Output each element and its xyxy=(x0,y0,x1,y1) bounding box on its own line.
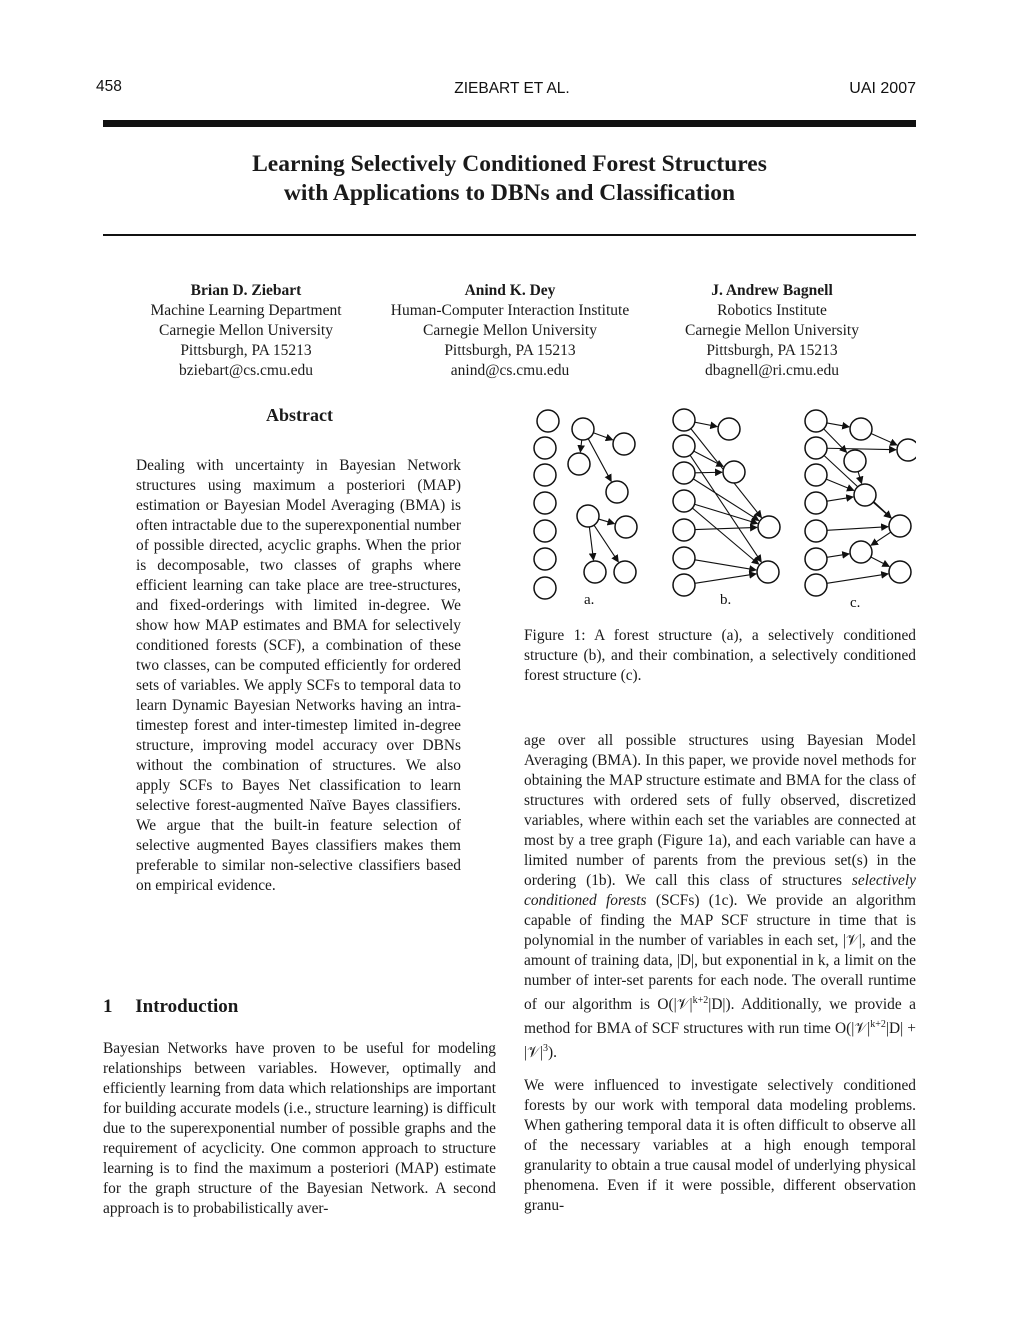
graph-edge xyxy=(871,557,890,567)
graph-node xyxy=(805,464,827,486)
graph-edge xyxy=(588,439,611,482)
top-rule xyxy=(103,120,916,127)
author-email: bziebart@cs.cmu.edu xyxy=(179,362,313,379)
graph-node xyxy=(537,410,559,432)
title-line-2: with Applications to DBNs and Classification xyxy=(283,180,736,206)
graph-edge xyxy=(593,433,612,440)
graph-edge xyxy=(695,472,722,473)
right-paragraph-2: We were influenced to investigate selectively conditioned forests by our work with temporal data modeling problems. When gathering temporal data it is often difficult to observe all of the necessary variables at a high enough temporal granularity to obtain a true causal model of underlying physical phenomena. Even if it were possible, different observation granu- xyxy=(524,1077,916,1215)
author-email: dbagnell@ri.cmu.edu xyxy=(705,362,839,379)
venue-label: UAI 2007 xyxy=(849,80,916,97)
graph-edge xyxy=(827,574,888,583)
graph-node xyxy=(613,433,635,455)
graph-edge xyxy=(695,527,757,529)
superscript: k+2 xyxy=(870,1019,886,1031)
graph-edge xyxy=(871,532,891,545)
right-column-body xyxy=(524,731,916,1216)
title-line-1: Learning Selectively Conditioned Forest Structures xyxy=(252,151,767,177)
graph-node xyxy=(673,574,695,596)
author-dept: Robotics Institute xyxy=(717,302,827,319)
author-univ: Carnegie Mellon University xyxy=(423,322,597,339)
graph-edge xyxy=(871,433,897,445)
text-run: (SCFs) (1c). We provide an algorithm capable of finding the MAP SCF structure in time that is polynomial in the number of variables in each set, |𝒱|, and the amount of training data, |D|, but exponential in k, a limit on the number of inter-set parents for each node. The overall runtime of our algorithm is O(|𝒱| xyxy=(524,892,916,1014)
running-title: ZIEBART ET AL. xyxy=(454,80,570,97)
superscript: 3 xyxy=(542,1043,548,1055)
abstract-body xyxy=(136,456,461,896)
graph-edge xyxy=(580,440,581,452)
author-name: J. Andrew Bagnell xyxy=(711,282,833,299)
graph-edge xyxy=(827,554,849,557)
abstract-heading: Abstract xyxy=(266,405,333,425)
graph-edge xyxy=(827,448,896,450)
intro-text: Bayesian Networks have proven to be useful for modeling relationships between variables. However, optimally and efficiently learning from data which relationships are important for building accurate models (i.e., structure learning) is difficult due to the superexponential number of possible graphs and the requirement of acyclicity. One common approach to structure learning is to find the maximum a posteriori (MAP) estimate for the graph structure of the Bayesian Network. A second approach is to probabilistically aver- xyxy=(103,1040,496,1217)
figure-1-graph xyxy=(524,402,916,612)
author-dept: Human-Computer Interaction Institute xyxy=(390,302,630,319)
graph-node xyxy=(568,453,590,475)
graph-node xyxy=(673,490,695,512)
graph-node xyxy=(534,492,556,514)
graph-edge xyxy=(692,508,758,564)
title-rule xyxy=(103,234,916,236)
graph-node xyxy=(606,481,628,503)
author-city: Pittsburgh, PA 15213 xyxy=(444,342,576,359)
graph-node xyxy=(673,519,695,541)
intro-body xyxy=(103,1039,496,1219)
text-run: |D|). Additionally, we provide a method for BMA of SCF structures with run time O(|𝒱| xyxy=(524,996,916,1038)
section-number: 1 xyxy=(103,996,113,1017)
author-name: Brian D. Ziebart xyxy=(190,282,302,299)
graph-node xyxy=(534,437,556,459)
graph-node xyxy=(673,547,695,569)
graph-node xyxy=(850,541,872,563)
graph-node xyxy=(805,492,827,514)
graph-edge xyxy=(827,423,849,427)
author-city: Pittsburgh, PA 15213 xyxy=(180,342,312,359)
graph-node xyxy=(534,464,556,486)
author-name: Anind K. Dey xyxy=(464,282,556,299)
author-city: Pittsburgh, PA 15213 xyxy=(706,342,838,359)
graph-node xyxy=(805,437,827,459)
panel-label-b: b. xyxy=(720,592,732,608)
graph-node xyxy=(844,450,866,472)
panel-label-a: a. xyxy=(584,592,595,608)
graph-node xyxy=(889,561,911,583)
graph-node xyxy=(854,484,876,506)
graph-node xyxy=(718,418,740,440)
graph-edge xyxy=(594,525,618,562)
graph-node xyxy=(805,520,827,542)
graph-node xyxy=(534,520,556,542)
text-run: |D| + |𝒱| xyxy=(524,1020,916,1062)
graph-node xyxy=(723,461,745,483)
graph-edge xyxy=(589,527,593,560)
figure-1 xyxy=(524,402,916,612)
author-dept: Machine Learning Department xyxy=(150,302,342,319)
graph-edge xyxy=(827,527,888,531)
graph-node xyxy=(805,410,827,432)
graph-node xyxy=(584,561,606,583)
graph-node xyxy=(673,409,695,431)
abstract-text: Dealing with uncertainty in Bayesian Network structures using maximum a posteriori (MAP) estimation or Bayesian Model Averaging (BMA) is often intractable due to the superexponential number of possible directed, acyclic graphs. When the prior is decomposable, two classes of graphs where efficient learning can take place are tree-structures, and fixed-orderings with limited in-degree. We show how MAP estimates and BMA for selectively conditioned forests (SCF), a combination of these two classes, can be computed efficiently for ordered sets of variables. We apply SCFs to temporal data to learn Dynamic Bayesian Networks having an intra-timestep forest and inter-timestep limited in-degree structure, improving model accuracy over DBNs without the combination of structures. We also apply SCFs to Bayes Net classification to learn selective forest-augmented Naïve Bayes classifiers. We argue that the built-in feature selection of selective augmented Bayes classifiers makes them preferable to similar non-selective classifiers based on empirical evidence. xyxy=(136,457,461,894)
graph-edge xyxy=(858,472,862,484)
graph-edge xyxy=(695,560,756,570)
graph-node xyxy=(577,505,599,527)
graph-node xyxy=(805,574,827,596)
author-block-2 xyxy=(364,281,656,381)
graph-node xyxy=(572,418,594,440)
superscript: k+2 xyxy=(692,995,709,1006)
graph-node xyxy=(615,516,637,538)
section-heading-introduction xyxy=(103,996,238,1018)
graph-edge xyxy=(826,479,854,490)
figure-caption: Figure 1: A forest structure (a), a selectively conditioned structure (b), and their combination, a selectively conditioned forest structure (c). xyxy=(524,627,916,684)
author-block-1 xyxy=(128,281,364,381)
graph-node xyxy=(757,561,779,583)
graph-node xyxy=(889,515,911,537)
graph-node xyxy=(758,516,780,538)
author-univ: Carnegie Mellon University xyxy=(685,322,859,339)
graph-node xyxy=(805,548,827,570)
graph-edge xyxy=(599,519,615,524)
graph-edge xyxy=(873,502,891,518)
graph-edge xyxy=(827,497,853,501)
text-run: ). xyxy=(547,1044,557,1062)
graph-node xyxy=(850,418,872,440)
text-run: age over all possible structures using Bayesian Model Averaging (BMA). In this paper, we provide novel methods for obtaining the MAP structure estimate and BMA for the class of structures with ordered sets of fully observed, discretized variables, where within each set the variables are connected at most by a tree graph (Figure 1a), and each variable can have a limited number of parents from the previous set(s) in the ordering (1b). We call this class of structures xyxy=(524,732,916,889)
author-email: anind@cs.cmu.edu xyxy=(450,362,570,379)
right-paragraph-1 xyxy=(524,731,916,1063)
text-run-italic: selectively conditioned forests xyxy=(524,872,916,909)
graph-node xyxy=(534,577,556,599)
graph-node xyxy=(897,439,916,461)
graph-node xyxy=(534,548,556,570)
author-block-3 xyxy=(662,281,882,381)
graph-edge xyxy=(695,574,756,583)
graph-node xyxy=(673,435,695,457)
page-number: 458 xyxy=(96,78,122,95)
author-univ: Carnegie Mellon University xyxy=(159,322,333,339)
paper-title xyxy=(103,150,916,208)
graph-node xyxy=(614,561,636,583)
section-title: Introduction xyxy=(135,996,239,1017)
graph-node xyxy=(673,462,695,484)
panel-label-c: c. xyxy=(850,595,861,611)
graph-edge xyxy=(695,422,717,426)
